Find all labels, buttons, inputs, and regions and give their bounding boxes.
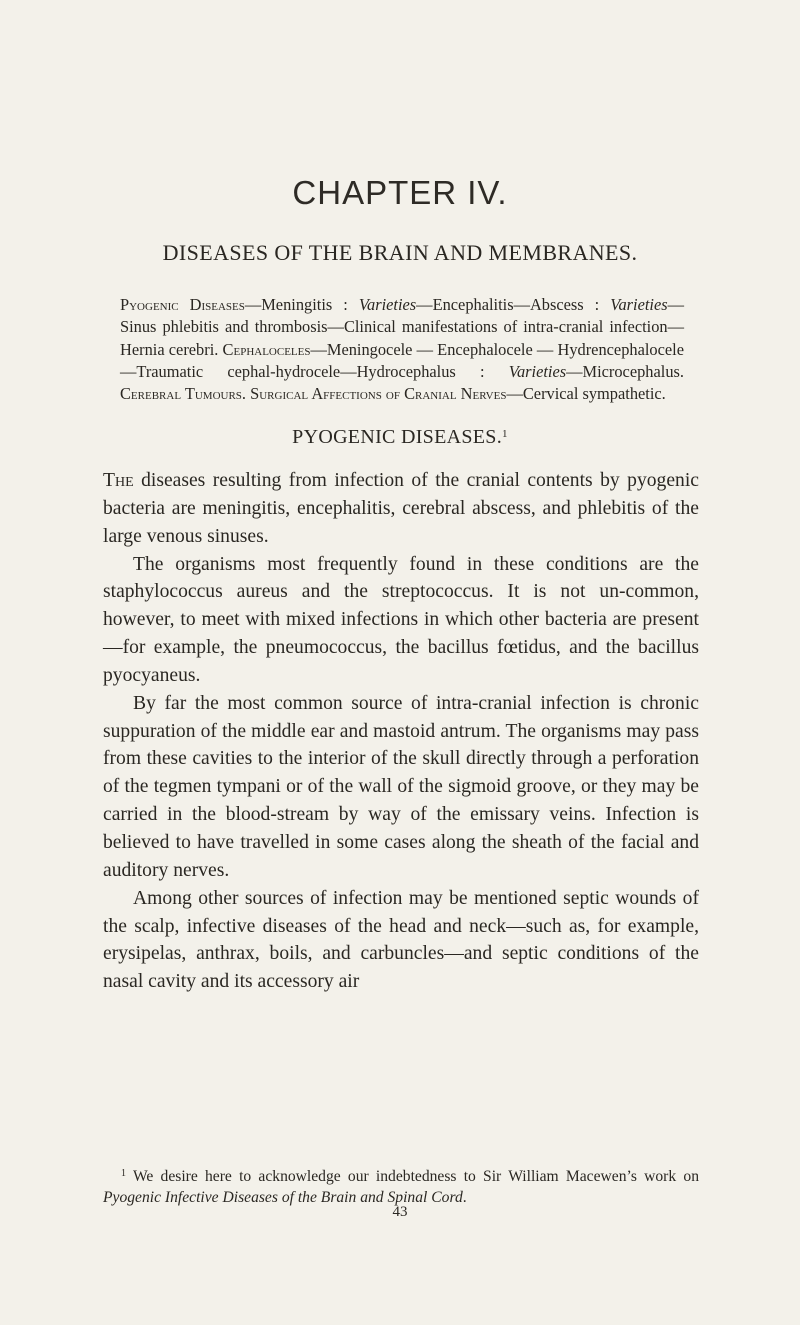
synopsis-text: —Sinus phlebitis and thrombosis—Clinical manifestations of intra-cranial infection—Hernia cerebri.	[120, 295, 684, 359]
paragraph-lead: The	[103, 470, 134, 491]
synopsis-topic: Cephaloceles	[222, 339, 311, 359]
footnote-end: .	[462, 1189, 467, 1206]
synopsis-italic: Varieties	[358, 295, 417, 314]
synopsis-text: —Cervical sympathetic.	[506, 384, 666, 404]
body-text	[103, 467, 699, 996]
synopsis-topic: Cerebral Tumours. Surgical Affections of Cranial Nerves	[120, 384, 507, 404]
page-number: 43	[392, 1204, 408, 1220]
footnote-text: We desire here to acknowledge our indebtedness to Sir William Macewen’s work on	[126, 1168, 699, 1185]
synopsis-text: —Encephalitis—Abscess :	[416, 295, 611, 314]
chapter-subtitle: DISEASES OF THE BRAIN AND MEMBRANES.	[162, 240, 638, 265]
synopsis-text: —Microcephalus.	[566, 361, 684, 381]
paragraph: By far the most common source of intra-cranial infection is chronic suppuration of the middle ear and mastoid antrum. The organisms may pass from these cavities to the interior of the skull directly through a perforation of the tegmen tympani or of the wall of the sigmoid groove, or they may be carried in the blood-stream by way of the emissary veins. Infection is believed to have travelled in some cases along the sheath of the facial and auditory nerves.	[103, 692, 699, 881]
footnote-reference: 1	[502, 428, 508, 440]
section-heading	[0, 426, 800, 449]
footnote-book-title: Pyogenic Infective Diseases of the Brain and Spinal Cord	[103, 1189, 463, 1206]
footnote	[103, 1163, 699, 1208]
paragraph	[103, 467, 699, 551]
paragraph-text: diseases resulting from infection of the cranial contents by pyogenic bacteria are meningitis, encephalitis, cerebral abscess, and phlebitis of the large venous sinuses.	[103, 470, 699, 547]
paragraph: Among other sources of infection may be mentioned septic wounds of the scalp, infective diseases of the head and neck—such as, for example, erysipelas, anthrax, boils, and carbuncles—and septic conditions of the nasal cavity and its accessory air	[103, 887, 699, 993]
synopsis-text: —Meningocele — Encephalocele — Hydrencephalocele —Traumatic cephal-hydrocele—Hydrocephalus :	[120, 339, 684, 381]
chapter-title: CHAPTER IV.	[292, 174, 508, 211]
chapter-synopsis	[120, 294, 684, 405]
section-heading-text: PYOGENIC DISEASES.	[292, 426, 503, 448]
footnote-marker: 1	[121, 1168, 126, 1179]
paragraph: The organisms most frequently found in these conditions are the staphylococcus aureus and the streptococcus. It is not un-common, however, to meet with mixed infections in which other bacteria are present—for example, the pneumococcus, the bacillus fœtidus, and the bacillus pyocyaneus.	[103, 553, 699, 686]
synopsis-text: —Meningitis :	[244, 295, 359, 314]
synopsis-topic: Pyogenic Diseases	[120, 295, 245, 314]
synopsis-italic: Varieties	[610, 295, 668, 314]
synopsis-italic: Varieties	[508, 361, 567, 381]
